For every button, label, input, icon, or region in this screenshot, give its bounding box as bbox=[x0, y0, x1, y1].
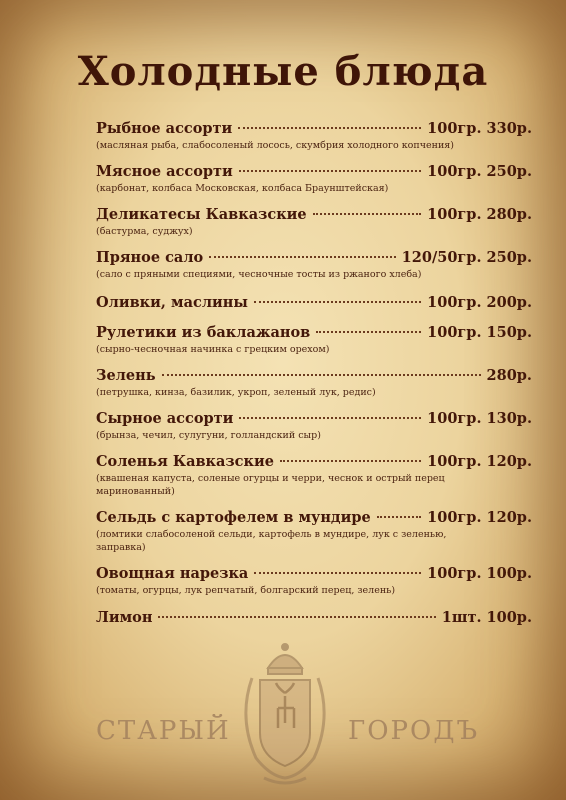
menu-item bbox=[96, 609, 532, 627]
item-name: Рыбное ассорти bbox=[96, 120, 233, 137]
item-name: Соленья Кавказские bbox=[96, 453, 274, 470]
item-price: 100гр. 200р. bbox=[427, 294, 532, 311]
menu-item bbox=[96, 453, 532, 498]
item-price: 100гр. 120р. bbox=[427, 453, 532, 470]
leader-dots bbox=[239, 417, 421, 419]
menu-item bbox=[96, 367, 532, 399]
item-description: (бастурма, суджух) bbox=[96, 226, 193, 237]
menu-item bbox=[96, 249, 532, 281]
item-description: (карбонат, колбаса Московская, колбаса Браунштейская) bbox=[96, 183, 389, 194]
menu-item bbox=[96, 410, 532, 442]
leader-dots bbox=[377, 516, 421, 518]
item-price: 1шт. 100р. bbox=[441, 609, 532, 626]
item-name: Зелень bbox=[96, 367, 156, 384]
brand-right-word: ГОРОДЪ bbox=[348, 716, 480, 746]
menu-item bbox=[96, 324, 532, 356]
item-price: 100гр. 280р. bbox=[427, 206, 532, 223]
item-price: 100гр. 150р. bbox=[427, 324, 532, 341]
item-name: Сельдь с картофелем в мундире bbox=[96, 509, 371, 526]
item-price: 100гр. 100р. bbox=[427, 565, 532, 582]
menu-item bbox=[96, 163, 532, 195]
item-description: (сало с пряными специями, чесночные тосты из ржаного хлеба) bbox=[96, 269, 422, 280]
item-price: 100гр. 330р. bbox=[427, 120, 532, 137]
item-name: Рулетики из баклажанов bbox=[96, 324, 311, 341]
leader-dots bbox=[158, 616, 435, 618]
leader-dots bbox=[313, 213, 422, 215]
item-description: (квашеная капуста, соленые огурцы и черри, чеснок и острый перец маринованный) bbox=[96, 473, 445, 497]
item-description: (брынза, чечил, сулугуни, голландский сыр) bbox=[96, 430, 321, 441]
leader-dots bbox=[162, 374, 481, 376]
leader-dots bbox=[254, 301, 421, 303]
coat-of-arms-icon bbox=[230, 638, 340, 788]
item-name: Сырное ассорти bbox=[96, 410, 234, 427]
item-name: Пряное сало bbox=[96, 249, 204, 266]
menu-item bbox=[96, 294, 532, 312]
item-price: 100гр. 120р. bbox=[427, 509, 532, 526]
item-name: Лимон bbox=[96, 609, 153, 626]
menu-list bbox=[96, 120, 532, 627]
menu-item bbox=[96, 565, 532, 597]
item-price: 100гр. 250р. bbox=[427, 163, 532, 180]
item-description: (масляная рыба, слабосоленый лосось, скумбрия холодного копчения) bbox=[96, 140, 454, 151]
menu-item bbox=[96, 120, 532, 152]
page-title: Холодные блюда bbox=[77, 48, 489, 95]
menu-item bbox=[96, 509, 532, 554]
item-name: Овощная нарезка bbox=[96, 565, 249, 582]
leader-dots bbox=[254, 572, 421, 574]
item-description: (петрушка, кинза, базилик, укроп, зеленый лук, редис) bbox=[96, 387, 376, 398]
item-price: 100гр. 130р. bbox=[427, 410, 532, 427]
item-price: 280р. bbox=[486, 367, 532, 384]
item-name: Мясное ассорти bbox=[96, 163, 233, 180]
item-name: Деликатесы Кавказские bbox=[96, 206, 307, 223]
leader-dots bbox=[238, 127, 421, 129]
menu-item bbox=[96, 206, 532, 238]
leader-dots bbox=[280, 460, 421, 462]
item-description: (сырно-чесночная начинка с грецким орехом) bbox=[96, 344, 330, 355]
item-price: 120/50гр. 250р. bbox=[401, 249, 532, 266]
leader-dots bbox=[316, 331, 421, 333]
leader-dots bbox=[209, 256, 395, 258]
item-description: (ломтики слабосоленой сельди, картофель в мундире, лук с зеленью, заправка) bbox=[96, 529, 447, 553]
leader-dots bbox=[239, 170, 421, 172]
brand-left-word: СТАРЫЙ bbox=[96, 716, 231, 746]
item-description: (томаты, огурцы, лук репчатый, болгарский перец, зелень) bbox=[96, 585, 396, 596]
item-name: Оливки, маслины bbox=[96, 294, 248, 311]
